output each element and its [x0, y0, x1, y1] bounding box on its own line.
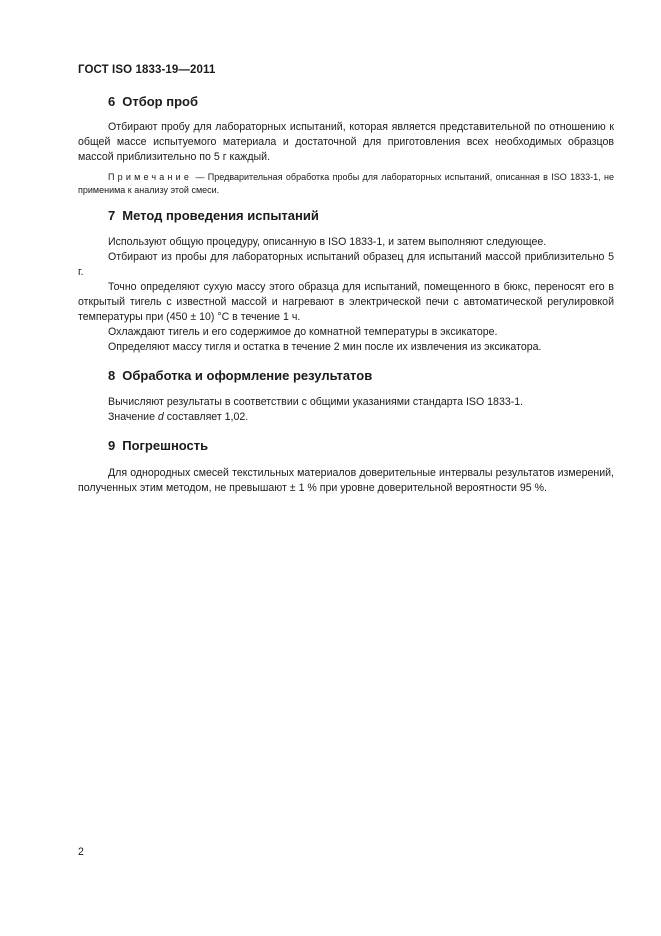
section-6-title: Отбор проб [122, 94, 198, 109]
section-6-note [78, 171, 614, 197]
section-8-title: Обработка и оформление результатов [122, 368, 373, 383]
section-9-number: 9 [108, 438, 116, 453]
section-7-title: Метод проведения испытаний [122, 208, 319, 223]
section-8-paragraph-2 [78, 410, 614, 425]
section-8-heading [78, 368, 614, 384]
document-header: ГОСТ ISO 1833-19—2011 [78, 64, 216, 76]
section-6-paragraph: Отбирают пробу для лабораторных испытаний, которая является представительной по отношению к общей массе испытуемого материала и достаточной для приготовления всех необходимых образцов массой приблизительно по 5 г каждый. [78, 121, 614, 163]
section-8-paragraph-1: Вычисляют результаты в соответствии с общими указаниями стандарта ISO 1833-1. [108, 396, 524, 408]
section-7-paragraph-5: Определяют массу тигля и остатка в течение 2 мин после их извлечения из эксикатора. [108, 341, 542, 353]
section-9-heading [78, 438, 614, 454]
section-8-value-suffix: составляет 1,02. [163, 411, 249, 423]
section-7-paragraph-4: Охлаждают тигель и его содержимое до комнатной температуры в эксикаторе. [108, 326, 498, 338]
section-8-number: 8 [108, 368, 116, 383]
page-number: 2 [78, 846, 84, 858]
note-text: Предварительная обработка пробы для лабораторных испытаний, описанная в ISO 1833-1, не применима к анализу этой смеси. [78, 172, 614, 195]
section-7-paragraph-2: Отбирают из пробы для лабораторных испытаний образец для испытаний массой приблизительно 5 г. [78, 251, 614, 278]
section-6-number: 6 [108, 94, 116, 109]
note-dash: — [192, 172, 208, 182]
section-7-paragraph-1: Используют общую процедуру, описанную в ISO 1833-1, и затем выполняют следующее. [108, 236, 547, 248]
section-7-paragraph-3: Точно определяют сухую массу этого образца для испытаний, помещенного в бюкс, переносят его в открытый тигель с известной массой и нагревают в электрической печи с автоматической регулировкой температуры при (450 ± 10) °С в течение 1 ч. [78, 281, 614, 323]
section-7-number: 7 [108, 208, 116, 223]
section-8-value-prefix: Значение [108, 411, 158, 423]
section-9-title: Погрешность [122, 438, 209, 453]
document-body [78, 94, 614, 496]
section-7-heading [78, 208, 614, 224]
section-6-heading [78, 94, 614, 110]
section-8-variable: d [157, 411, 164, 423]
section-9-paragraph: Для однородных смесей текстильных материалов доверительные интервалы результатов измерений, полученных этим методом, не превышают ± 1 % при уровне доверительной вероятности 95 %. [78, 467, 614, 494]
note-label: Примечание [108, 172, 193, 182]
